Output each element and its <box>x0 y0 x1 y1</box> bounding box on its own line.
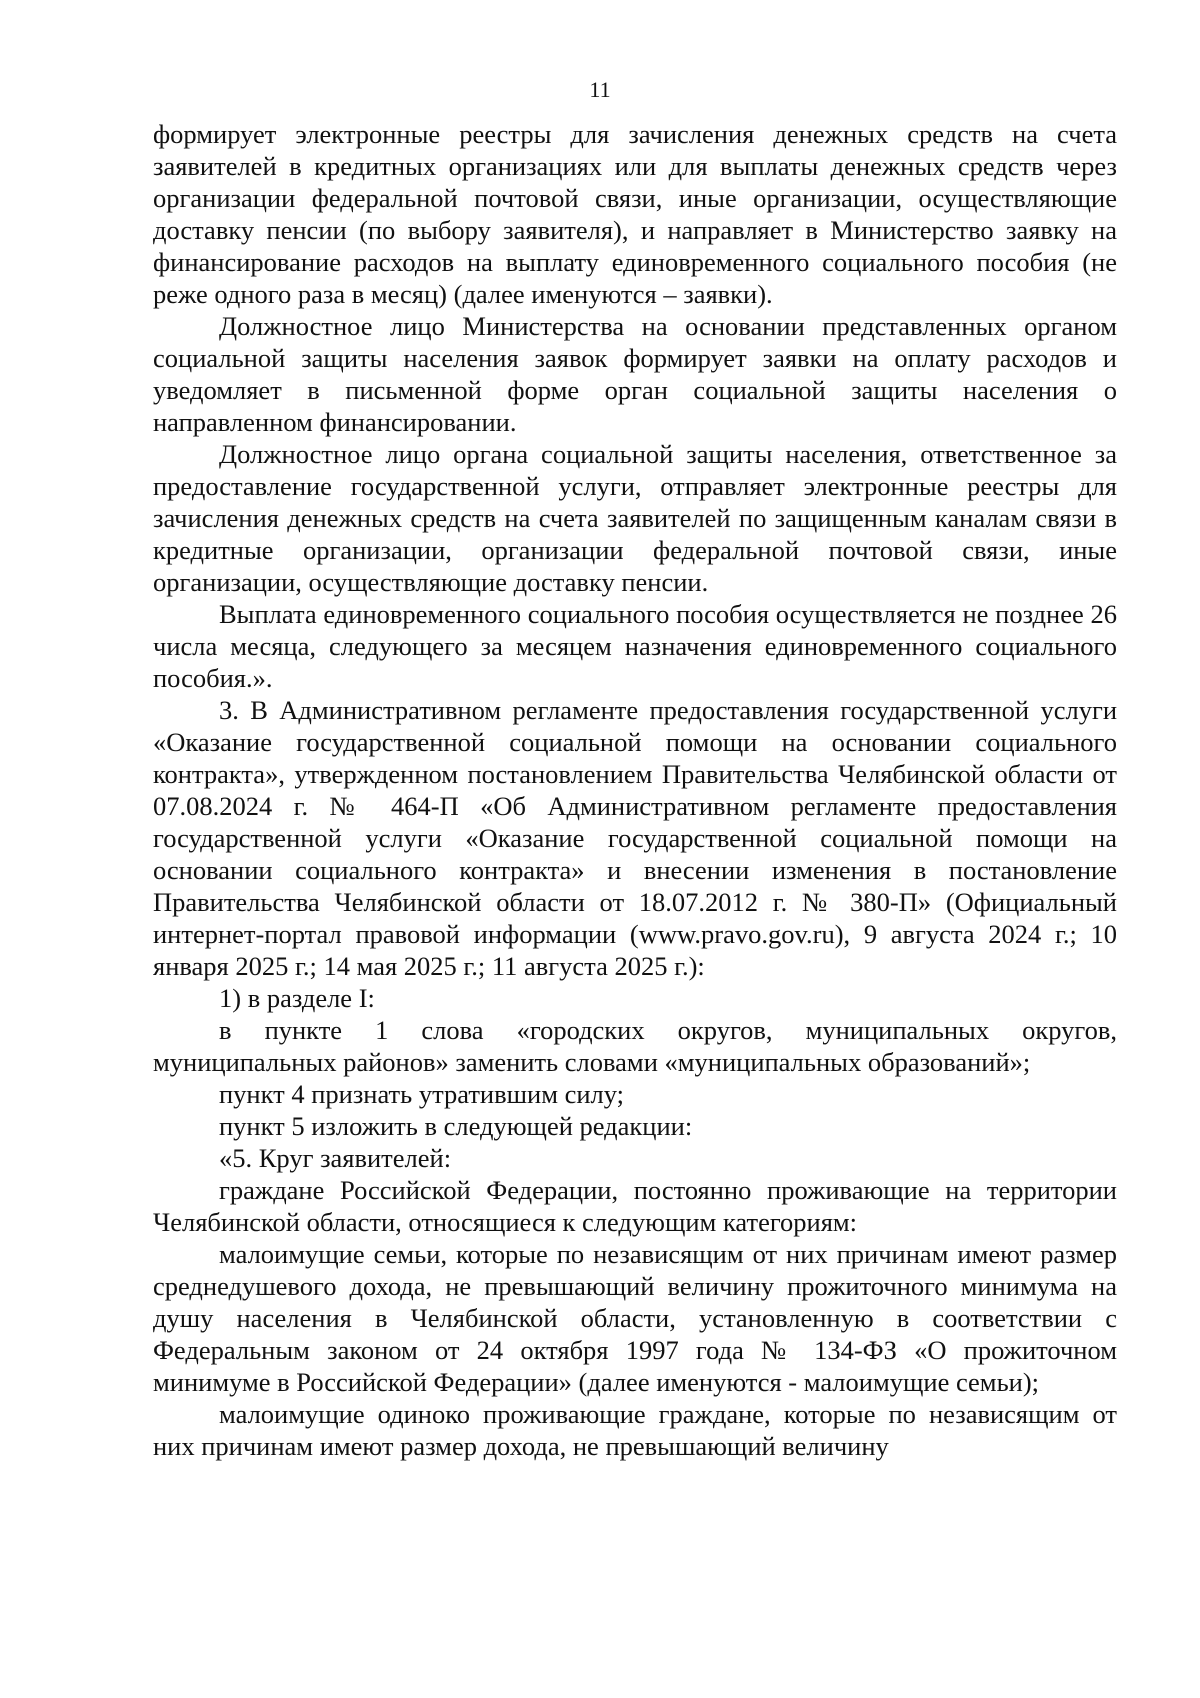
paragraph: малоимущие одиноко проживающие граждане, которые по независящим от них причинам имеют размер дохода, не превышающий величину <box>153 1399 1117 1461</box>
document-body <box>153 118 1117 1462</box>
paragraph: пункт 5 изложить в следующей редакции: <box>219 1111 693 1141</box>
paragraph: малоимущие семьи, которые по независящим от них причинам имеют размер среднедушевого дохода, не превышающий величину прожиточного минимума на душу населения в Челябинской области, установленную в соответствии с Федеральным законом от 24 октября 1997 года № 134-ФЗ «О прожиточном минимуме в Российской Федерации» (далее именуются - малоимущие семьи); <box>153 1239 1117 1397</box>
paragraph: граждане Российской Федерации, постоянно проживающие на территории Челябинской области, относящиеся к следующим категориям: <box>153 1175 1117 1237</box>
paragraph: «5. Круг заявителей: <box>219 1143 452 1173</box>
paragraph: пункт 4 признать утратившим силу; <box>219 1079 625 1109</box>
paragraph: в пункте 1 слова «городских округов, муниципальных округов, муниципальных районов» заменить словами «муниципальных образований»; <box>153 1015 1117 1077</box>
paragraph: 1) в разделе I: <box>219 983 375 1013</box>
paragraph: Выплата единовременного социального пособия осуществляется не позднее 26 числа месяца, следующего за месяцем назначения единовременного социального пособия.». <box>153 599 1117 693</box>
paragraph: формирует электронные реестры для зачисления денежных средств на счета заявителей в кредитных организациях или для выплаты денежных средств через организации федеральной почтовой связи, иные организации, осуществляющие доставку пенсии (по выбору заявителя), и направляет в Министерство заявку на финансирование расходов на выплату единовременного социального пособия (не реже одного раза в месяц) (далее именуются – заявки). <box>153 119 1117 309</box>
paragraph: Должностное лицо Министерства на основании представленных органом социальной защиты населения заявок формирует заявки на оплату расходов и уведомляет в письменной форме орган социальной защиты населения о направленном финансировании. <box>153 311 1117 437</box>
paragraph: 3. В Административном регламенте предоставления государственной услуги «Оказание государственной социальной помощи на основании социального контракта», утвержденном постановлением Правительства Челябинской области от 07.08.2024 г. № 464-П «Об Административном регламенте предоставления государственной услуги «Оказание государственной социальной помощи на основании социального контракта» и внесении изменения в постановление Правительства Челябинской области от 18.07.2012 г. № 380-П» (Официальный интернет-портал правовой информации (www.pravo.gov.ru), 9 августа 2024 г.; 10 января 2025 г.; 14 мая 2025 г.; 11 августа 2025 г.): <box>153 695 1117 981</box>
page-number: 11 <box>589 77 611 102</box>
paragraph: Должностное лицо органа социальной защиты населения, ответственное за предоставление государственной услуги, отправляет электронные реестры для зачисления денежных средств на счета заявителей по защищенным каналам связи в кредитные организации, организации федеральной почтовой связи, иные организации, осуществляющие доставку пенсии. <box>153 439 1117 597</box>
